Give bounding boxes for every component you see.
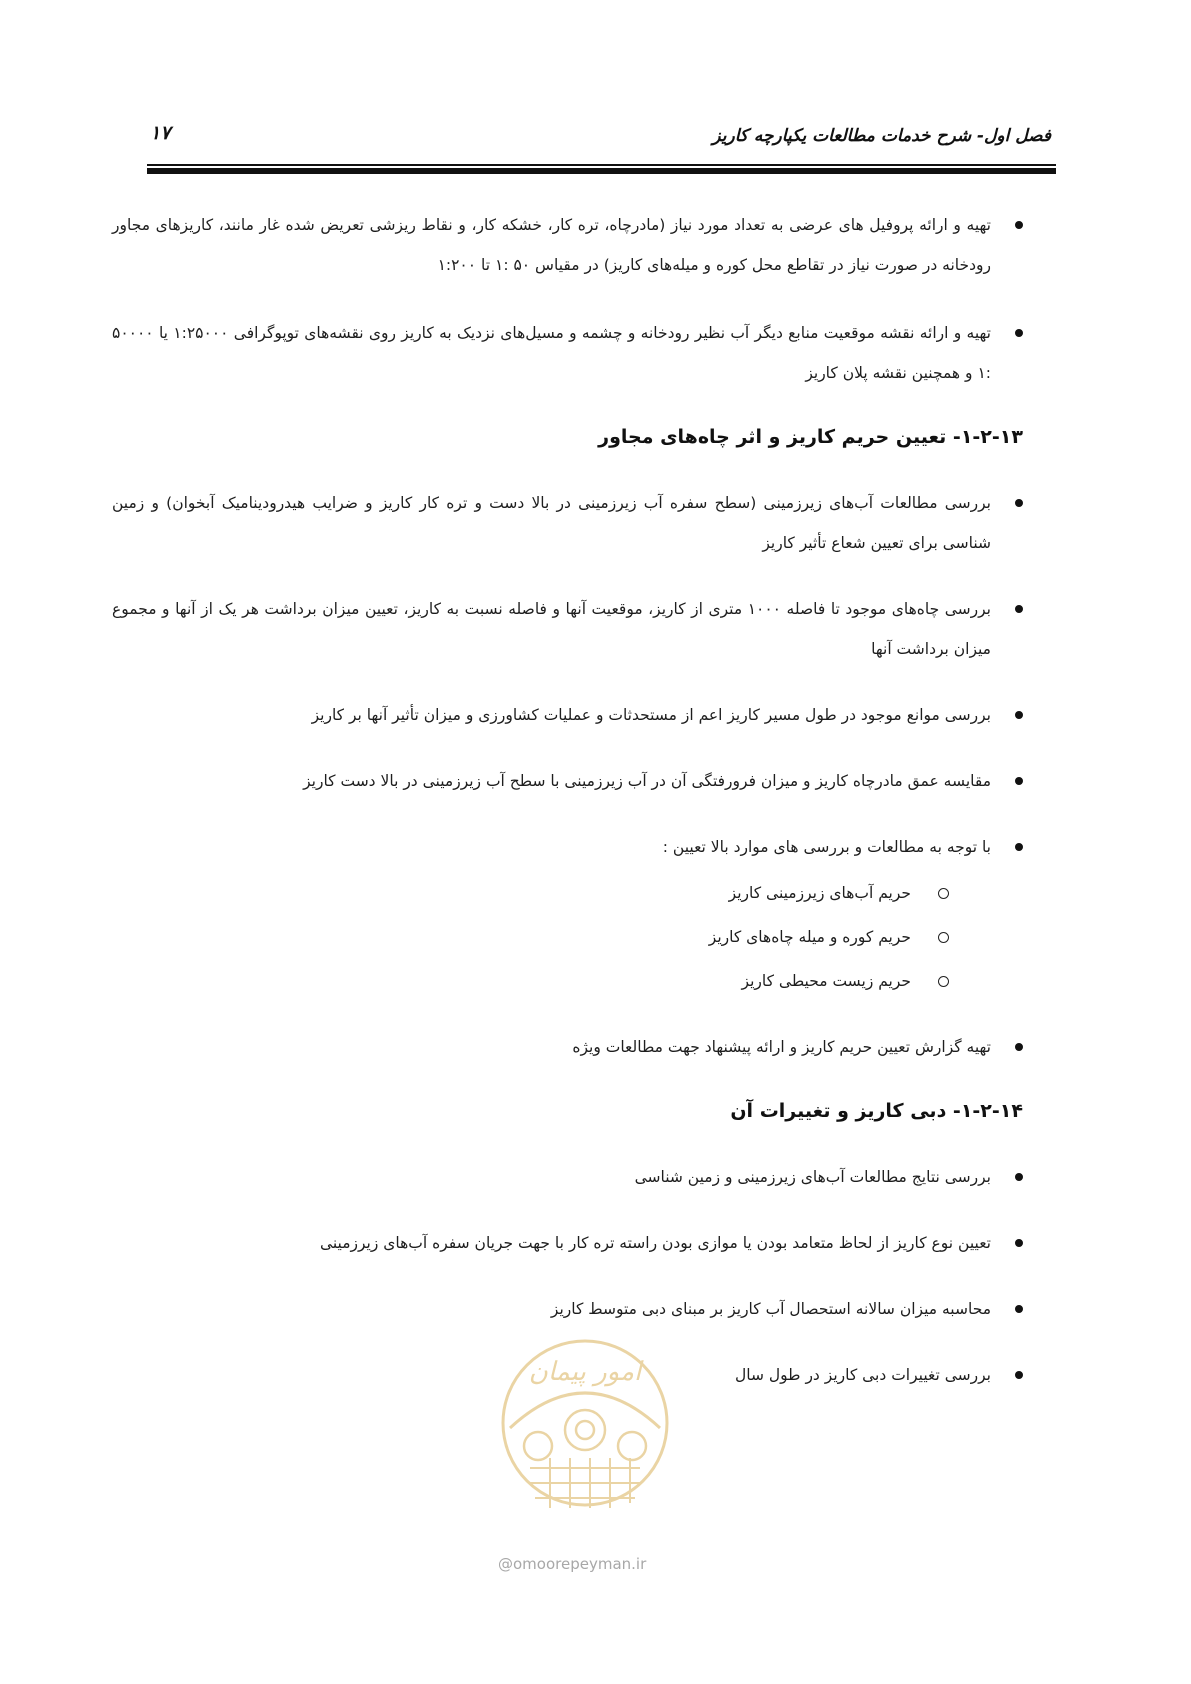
chapter-title: فصل اول- شرح خدمات مطالعات یکپارچه کاریز [712,126,1051,146]
section-heading: ۱-۲-۱۳- تعیین حریم کاریز و اثر چاه‌های مجاور [598,426,1023,448]
list-item: بررسی تغییرات دبی کاریز در طول سال [112,1355,1029,1395]
page-body [112,205,1029,1395]
list-item: مقایسه عمق مادرچاه کاریز و میزان فرورفتگی آن در آب زیرزمینی با سطح آب زیرزمینی در بالا دست کاریز [112,761,1029,801]
section-heading: ۱-۲-۱۴- دبی کاریز و تغییرات آن [730,1100,1023,1122]
grid-pattern [530,1458,640,1508]
sub-list-item: حریم کوره و میله چاه‌های کاریز [112,915,1029,959]
list-item: بررسی مطالعات آب‌های زیرزمینی (سطح سفره آب زیرزمینی در بالا دست و تره کار کاریز و ضرایب هیدرودینامیک آبخوان) و زمین شناسی برای تعیین شعاع تأثیر کاریز [112,483,1029,563]
list-item: بررسی چاه‌های موجود تا فاصله ۱۰۰۰ متری از کاریز، موقعیت آنها و فاصله نسبت به کاریز، تعیین میزان برداشت هر یک از آنها و مجموع میزان برداشت آنها [112,589,1029,669]
gear-icon [524,1410,646,1460]
list-item: بررسی نتایج مطالعات آب‌های زیرزمینی و زمین شناسی [112,1157,1029,1197]
watermark-url: @omoorepeyman.ir [498,1555,647,1573]
list-item: تهیه و ارائه پروفیل های عرضی به تعداد مورد نیاز (مادرچاه، تره کار، خشکه کار، و نقاط ریزشی تعریض شده غار مانند، کاریزهای مجاور رودخانه در صورت نیاز در تقاطع محل کوره و میله‌های کاریز) در مقیاس ۵۰ :۱ تا ۱:۲۰۰ [112,205,1029,285]
list-item: بررسی موانع موجود در طول مسیر کاریز اعم از مستحدثات و عملیات کشاورزی و میزان تأثیر آنها بر کاریز [112,695,1029,735]
header-rule-thin [147,164,1056,166]
header-rule-thick [147,168,1056,174]
watermark-logo [490,1318,680,1538]
list-item: تهیه گزارش تعیین حریم کاریز و ارائه پیشنهاد جهت مطالعات ویژه [112,1027,1029,1067]
page-number: ۱۷ [150,122,171,144]
sub-list-item: حریم آب‌های زیرزمینی کاریز [112,871,1029,915]
list-item: با توجه به مطالعات و بررسی های موارد بالا تعیین : [112,827,1029,867]
sub-list-item: حریم زیست محیطی کاریز [112,959,1029,1003]
list-item: تهیه و ارائه نقشه موقعیت منابع دیگر آب نظیر رودخانه و چشمه و مسیل‌های نزدیک به کاریز روی نقشه‌های توپوگرافی ۱:۲۵۰۰۰ یا ۵۰۰۰۰ :۱ و همچنین نقشه پلان کاریز [112,313,1029,393]
list-item: محاسبه میزان سالانه استحصال آب کاریز بر مبنای دبی متوسط کاریز [112,1289,1029,1329]
list-item: تعیین نوع کاریز از لحاظ متعامد بودن یا موازی بودن راسته تره کار با جهت جریان سفره آب‌های زیرزمینی [112,1223,1029,1263]
watermark-text: امور پیمان [528,1357,642,1387]
